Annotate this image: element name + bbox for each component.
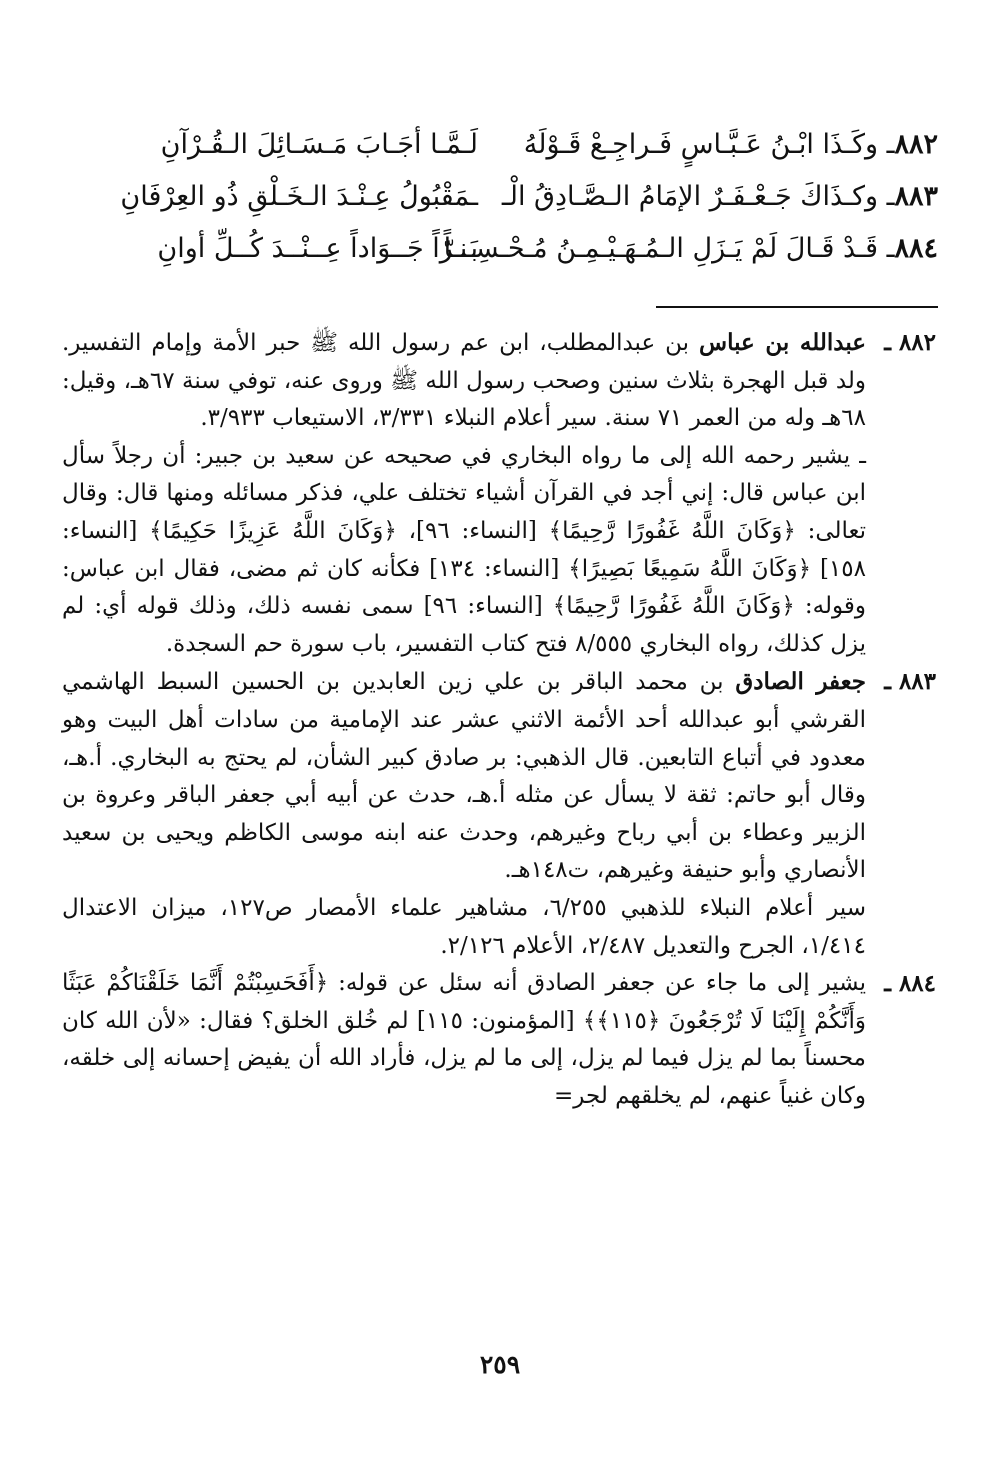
verse-line <box>58 222 938 274</box>
footnote-text: سير أعلام النبلاء للذهبي ٦/٢٥٥، مشاهير علماء الأمصار ص١٢٧، ميزان الاعتدال ١/٤١٤، الجرح والتعديل ٢/٤٨٧، الأعلام ٢/١٢٦. <box>62 894 866 959</box>
verse-line <box>58 170 938 222</box>
verse-first-hemistich <box>508 129 938 160</box>
poem-verses <box>58 118 938 274</box>
verse-number: ٨٨٤ <box>894 232 938 264</box>
footnote-paragraph <box>62 965 866 1115</box>
verse-second-hemistich: بَــرّاً جَــوَاداً عِــنْــدَ كُــلِّ أوانِ <box>157 232 478 264</box>
verse-second-hemistich: ـمَقْبُولُ عِـنْـدَ الـخَـلْقِ ذُو العِرْفَانِ <box>120 180 478 212</box>
footnote <box>62 663 936 965</box>
verse-first-hemistich <box>443 232 938 264</box>
footnote-text: بن عبدالمطلب، ابن عم رسول الله ﷺ حبر الأمة وإمام التفسير. ولد قبل الهجرة بثلاث سنين وصحب رسول الله ﷺ وروى عنه، توفي سنة ٦٧هـ، وقيل: ٦٨هـ وله من العمر ٧١ سنة. سير أعلام النبلاء ٣/٣٣١، الاستيعاب ٣/٩٣٣. <box>62 330 867 432</box>
footnote-heading: عبدالله بن عباس <box>699 329 866 356</box>
footnotes <box>62 324 936 1115</box>
footnote <box>62 965 936 1115</box>
footnote-number: ٨٨٤ ـ <box>884 970 936 998</box>
verse-hemistich-text: ـ وكـذَاكَ جَـعْـفَـرٌ الإمَامُ الـصَّـادِقُ الْـ <box>501 180 895 212</box>
verse-second-hemistich: لَـمَّـا أجَـابَ مَـسَـائِلَ الـقُـرْآنِ <box>160 128 478 160</box>
footnote-text: بن محمد الباقر بن علي زين العابدين بن الحسين السبط الهاشمي القرشي أبو عبدالله أحد الأئمة الاثني عشر عند الإمامية من سادات أهل البيت وهو معدود في أتباع التابعين. قال الذهبي: بر صادق كبير الشأن، لم يحتج به البخاري. أ.هـ، وقال أبو حاتم: ثقة لا يسأل عن مثله أ.هـ، حدث عن أبيه أبي جعفر الباقر وعروة بن الزبير وعطاء بن أبي رباح وغيرهم، وحدث عنه ابنه موسى الكاظم ويحيى بن سعيد الأنصاري وأبو حنيفة وغيرهم، ت١٤٨هـ. <box>62 669 866 884</box>
footnote-heading: جعفر الصادق <box>735 668 866 696</box>
verse-hemistich-text: ـ وكَـذَا ابْـنُ عَـبَّـاسٍ فَـراجِـعْ قَـوْلَهُ <box>523 128 895 160</box>
verse-number: ٨٨٣ <box>894 180 938 212</box>
footnote-paragraph <box>62 663 866 890</box>
footnote-number: ٨٨٢ ـ <box>884 329 936 356</box>
verse-hemistich-text: ـ قَـدْ قَـالَ لَمْ يَـزَلِ الـمُـهَـيْـمِـنُ مُـحْـسِـنـاً <box>443 232 895 264</box>
footnote-text: يشير إلى ما جاء عن جعفر الصادق أنه سئل عن قوله: ﴿أَفَحَسِبْتُمْ أَنَّمَا خَلَقْنَاكُمْ عَبَثًا وَأَنَّكُمْ إِلَيْنَا لَا تُرْجَعُونَ ﴿١١٥﴾﴾ [المؤمنون: ١١٥] لم خُلق الخلق؟ فقال: «لأن الله كان محسناً بما لم يزل فيما لم يزل، إلى ما لم يزل، فأراد الله أن يفيض إحسانه إلى خلقه، وكان غنياً عنهم، لم يخلقهم لجر= <box>62 970 866 1109</box>
page-number: ٢٥٩ <box>479 1350 521 1379</box>
verse-number: ٨٨٢ <box>894 128 938 160</box>
footnote-number: ٨٨٣ ـ <box>884 668 936 696</box>
verse-line <box>58 118 938 170</box>
footnote-paragraph <box>62 324 866 438</box>
footnote-divider <box>656 306 938 308</box>
verse-first-hemistich <box>501 180 938 212</box>
footnote-paragraph <box>62 438 866 664</box>
footnote-text: ـ يشير رحمه الله إلى ما رواه البخاري في صحيحه عن سعيد بن جبير: أن رجلاً سأل ابن عباس قال: إني أجد في القرآن أشياء تختلف علي، فذكر مسائله ومنها قال: وقال تعالى: ﴿وَكَانَ اللَّهُ غَفُورًا رَّحِيمًا﴾ [النساء: ٩٦]، ﴿وَكَانَ اللَّهُ عَزِيزًا حَكِيمًا﴾ [النساء: ١٥٨] ﴿وَكَانَ اللَّهُ سَمِيعًا بَصِيرًا﴾ [النساء: ١٣٤] فكأنه كان ثم مضى، فقال ابن عباس: وقوله: ﴿وَكَانَ اللَّهُ غَفُورًا رَّحِيمًا﴾ [النساء: ٩٦] سمى نفسه ذلك، وذلك قوله أي: لم يزل كذلك، رواه البخاري ٨/٥٥٥ فتح كتاب التفسير، باب سورة حم السجدة. <box>62 442 867 657</box>
footnote-paragraph <box>62 890 866 965</box>
footnote <box>62 324 936 663</box>
